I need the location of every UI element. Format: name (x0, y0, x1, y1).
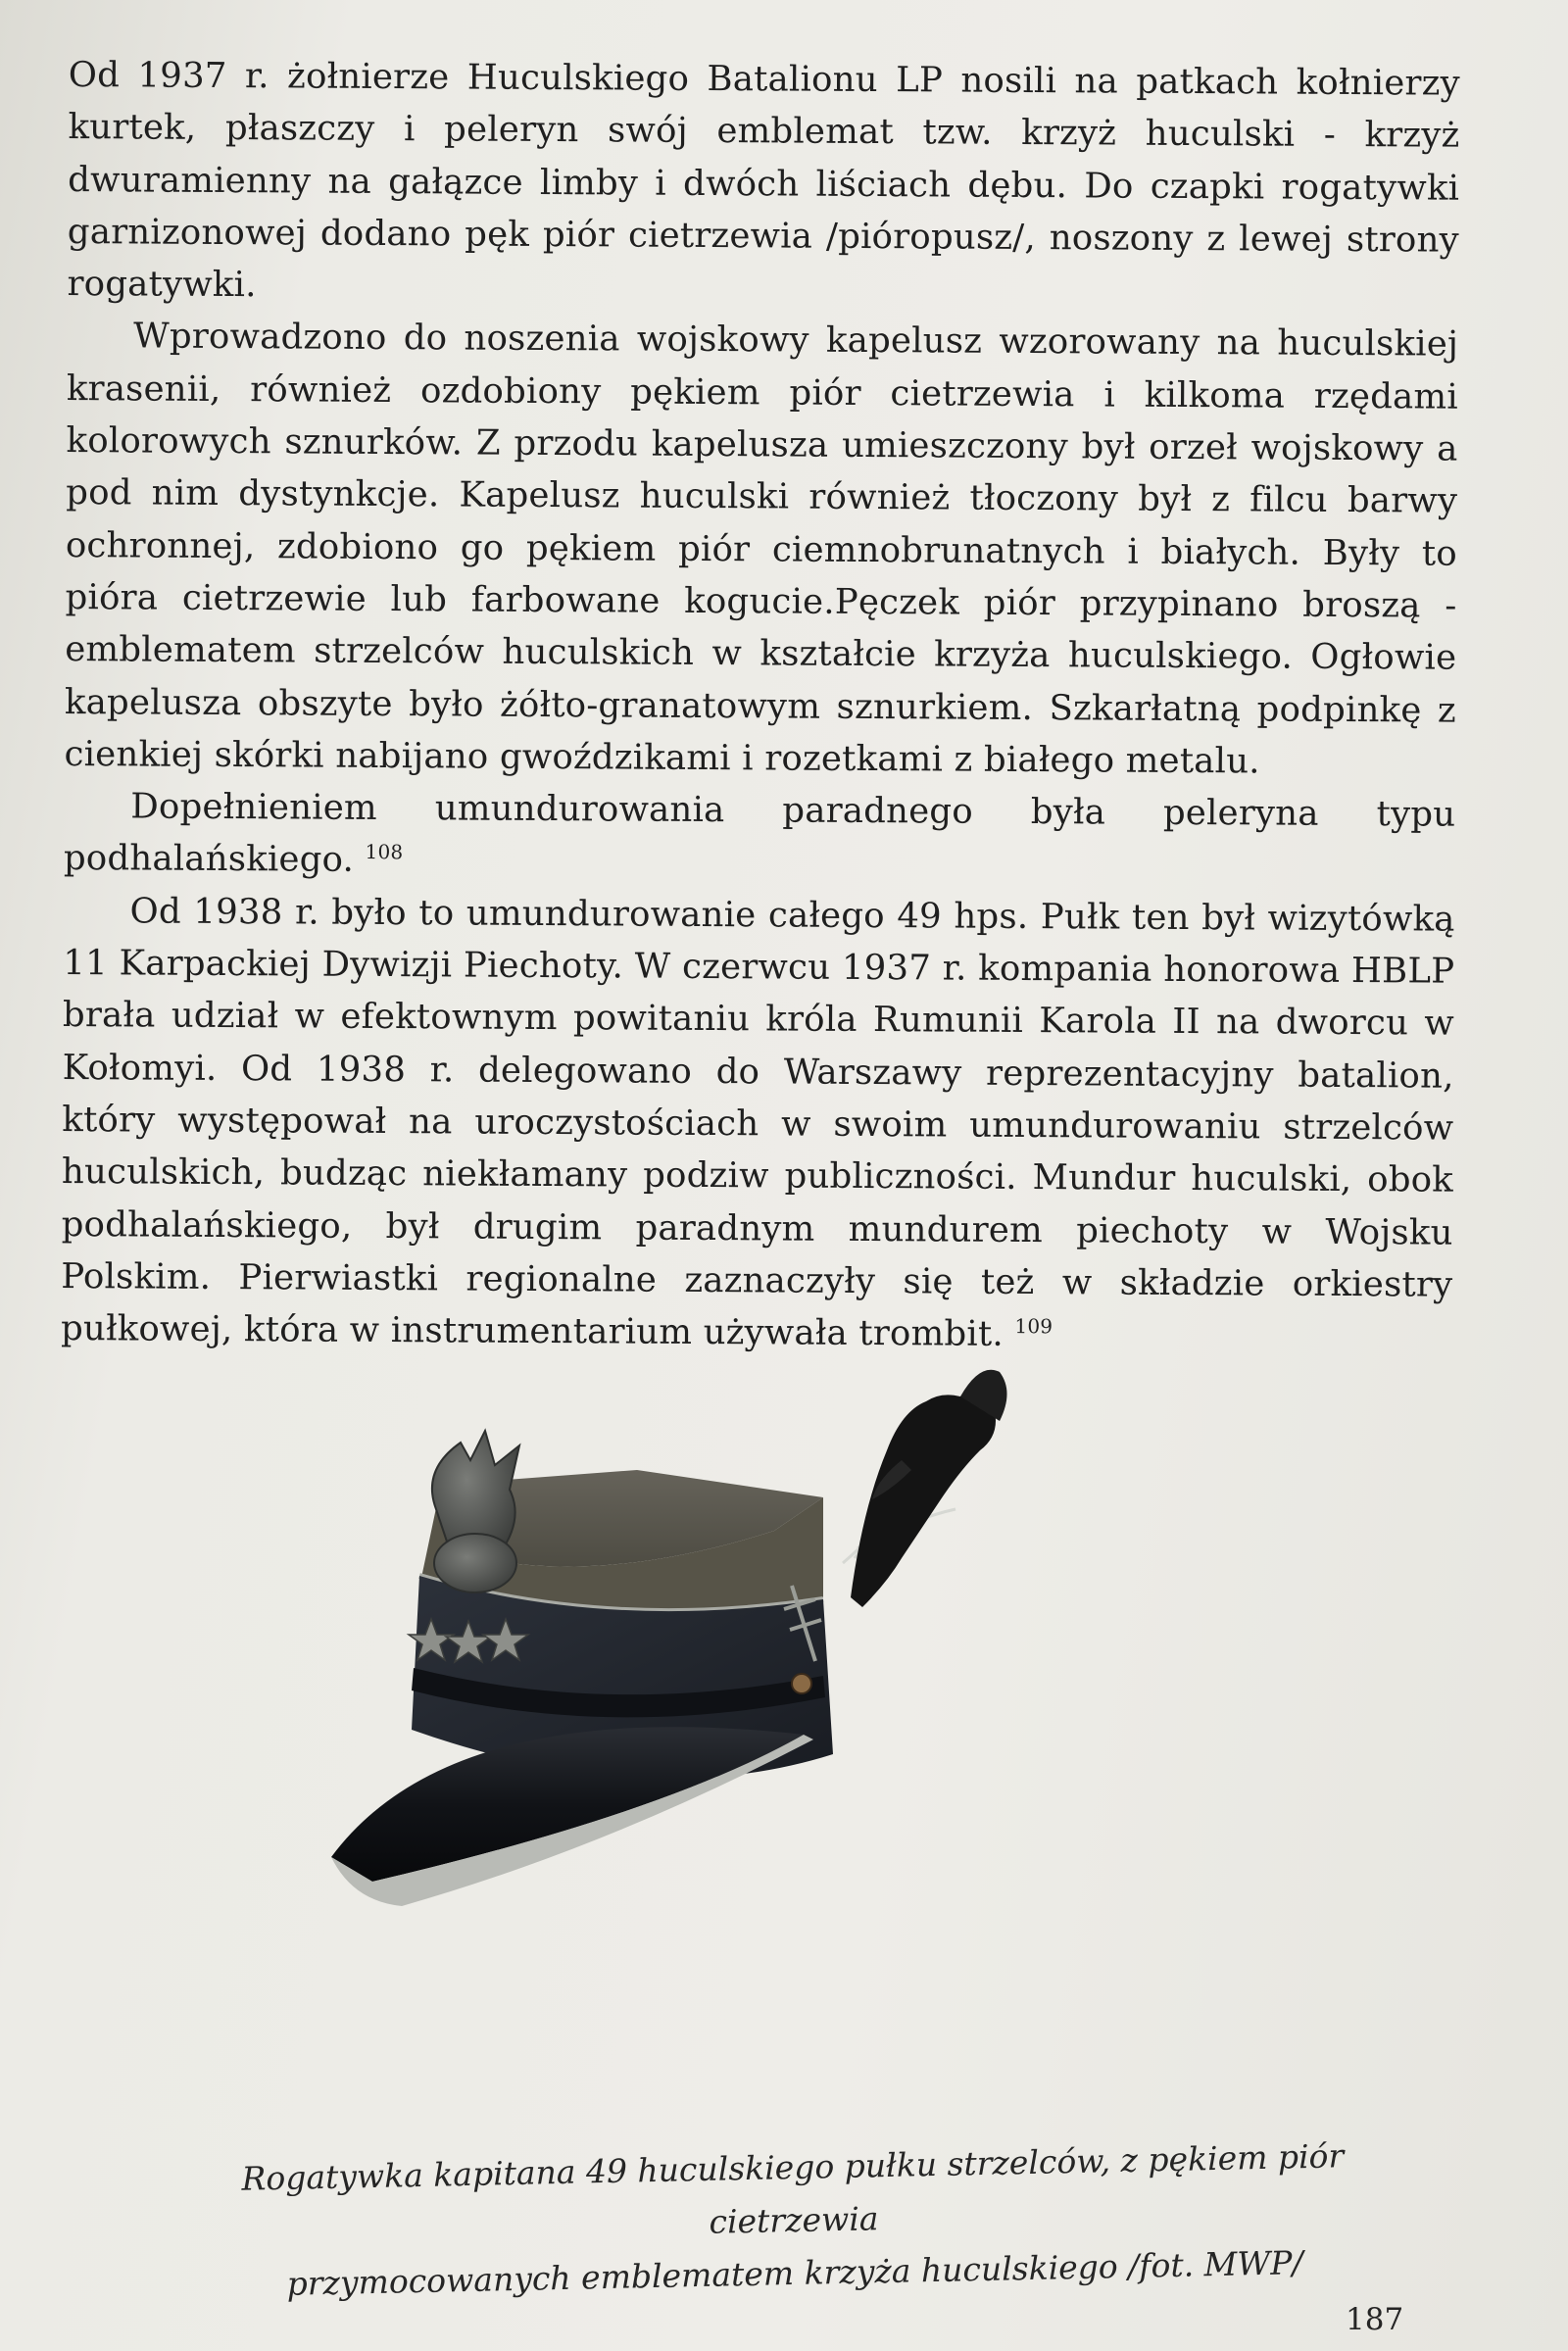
body-text (61, 49, 1460, 1363)
eagle-emblem-icon (432, 1431, 519, 1592)
paragraph-4: Od 1938 r. było to umundurowanie całego 49 hps. Pułk ten był wizytówką 11 Karpackiej Dywizji Piechoty. W czerwcu 1937 r. kompania honorowa HBLP brała udział w efektownym powitaniu króla Rumunii Karola II na dworcu w Kołomyi. Od 1938 r. delegowano do Warszawy reprezentacyjny batalion, który występował na uroczystościach w swoim umundurowaniu strzelców huculskich, budząc niekłamany podziw publiczności. Mundur huculski, obok podhalańskiego, był drugim paradnym mundurem piechoty w Wojsku Polskim. Pierwiastki regionalne zaznaczyły się też w składzie orkiestry pułkowej, która w instrumentarium używała trombit. $^{109}$ (60, 891, 1455, 1354)
cap-visor (331, 1727, 804, 1882)
paragraph-2: Wprowadzono do noszenia wojskowy kapelusz wzorowany na huculskiej krasenii, również ozdobiony pękiem piór cietrzewia i kilkoma rzędami kolorowych sznurków. Z przodu kapelusza umieszczony był orzeł wojskowy a pod nim dystynkcje. Kapelusz huculski również tłoczony był z filcu barwy ochronnej, zdobiono go pękiem piór ciemnobrunatnych i białych. Były to pióra cietrzewie lub farbowane kogucie.Pęczek piór przypinano broszą - emblematem strzelców huculskich w kształcie krzyża huculskiego. Ogłowie kapelusza obszyte było żółto-granatowym sznurkiem. Szkarłatną podpinkę z cienkiej skórki nabijano gwoździkami i rozetkami z białego metalu. (64, 316, 1459, 782)
grouse-feather-plume-icon (851, 1370, 1007, 1607)
paragraph-1: Od 1937 r. żołnierze Huculskiego Batalionu LP nosili na patkach kołnierzy kurtek, płaszczy i peleryn swój emblemat tzw. krzyż huculski - krzyż dwuramienny na gałązce limby i dwóch liściach dębu. Do czapki rogatywki garnizonowej dodano pęk piór cietrzewia /pióropusz/, noszony z lewej strony rogatywki. (67, 54, 1460, 306)
footnote-ref-108: 108 (365, 840, 404, 864)
cap-button-icon (792, 1674, 811, 1693)
cap-photo (314, 1352, 1431, 2156)
paragraph-3: Dopełnieniem umundurowania paradnego była peleryna typu podhalańskiego. $^{108}$ (63, 786, 1456, 881)
caption-line-1: Rogatywka kapitana 49 huculskiego pułku strzelców, z pękiem piór cietrzewia (241, 2136, 1345, 2241)
page-number: 187 (1346, 2302, 1404, 2337)
footnote-ref-109: 109 (1014, 1314, 1054, 1339)
caption-line-2: przymocowanych emblematem krzyża huculskiego /fot. MWP/ (286, 2243, 1303, 2303)
photo-caption (184, 2129, 1402, 2313)
